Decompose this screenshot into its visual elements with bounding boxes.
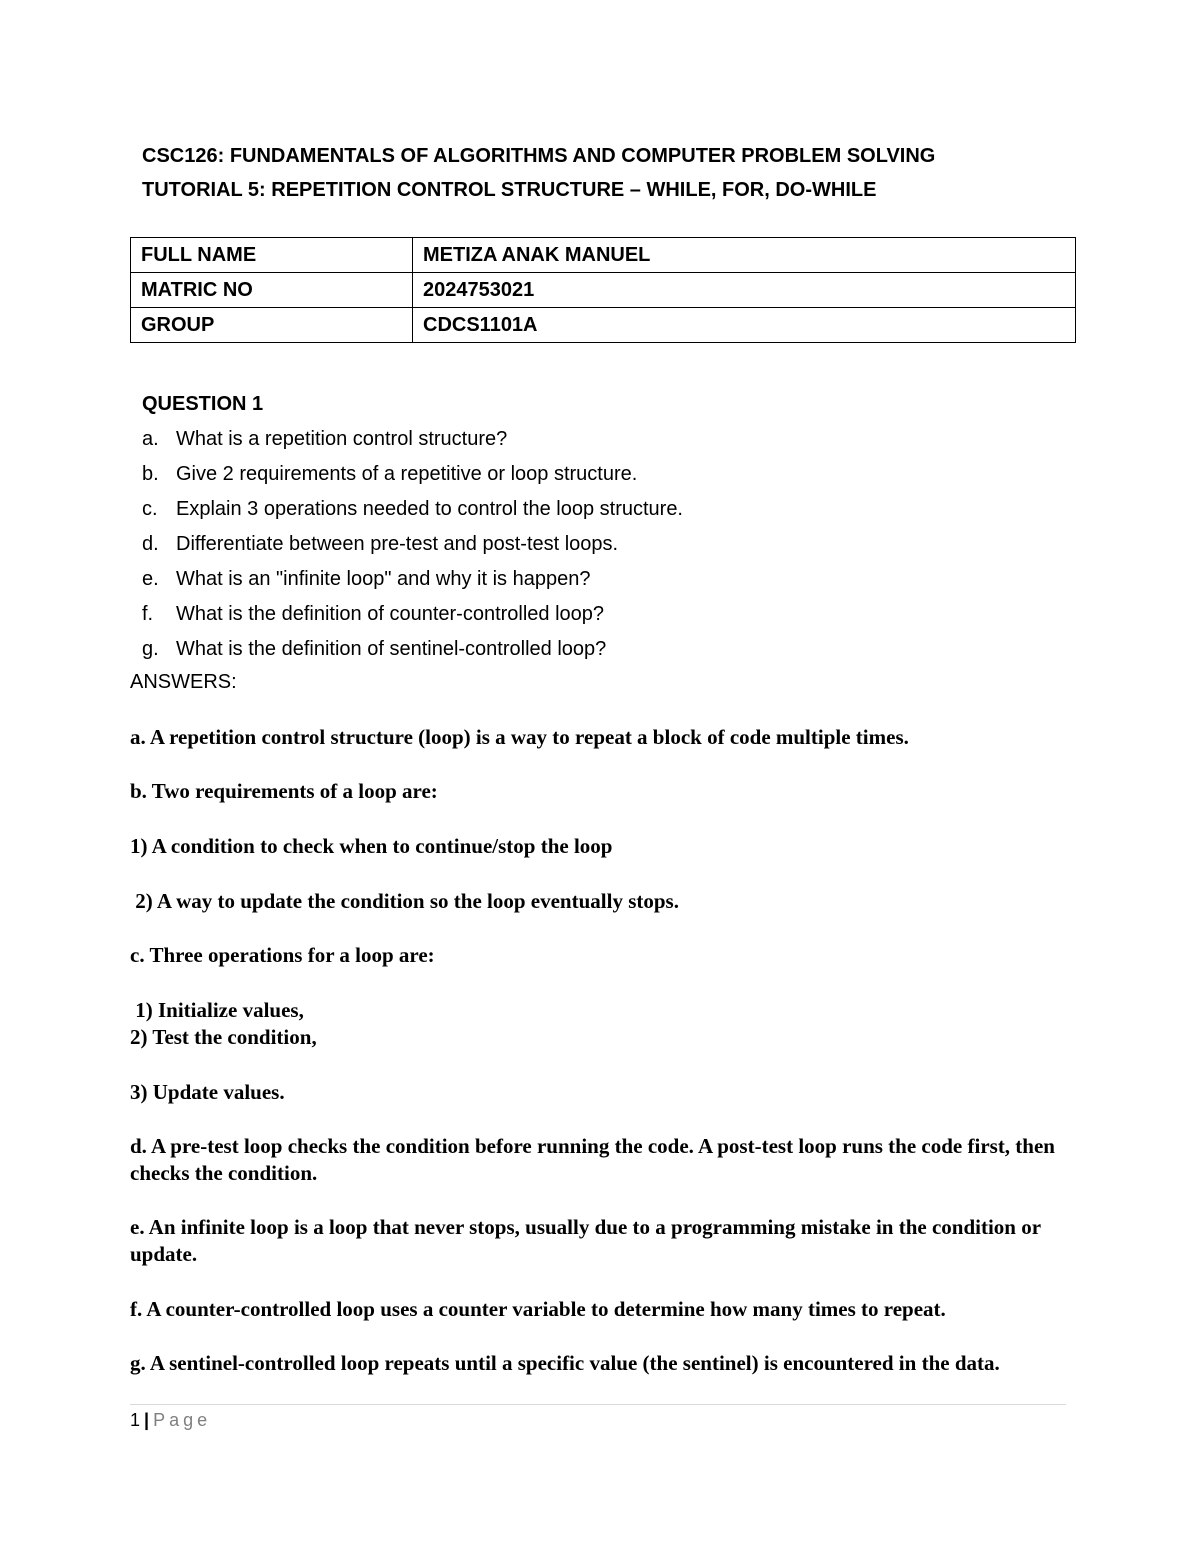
- list-item: [142, 564, 683, 599]
- answer-c-1: 1) Initialize values,: [130, 998, 304, 1022]
- question-heading: QUESTION 1: [142, 393, 264, 415]
- list-item: [142, 459, 683, 494]
- item-marker: g.: [142, 638, 159, 660]
- info-label: FULL NAME: [131, 238, 413, 273]
- info-label: GROUP: [131, 308, 413, 343]
- item-text: Explain 3 operations needed to control the loop structure.: [176, 498, 683, 520]
- tutorial-title: TUTORIAL 5: REPETITION CONTROL STRUCTURE – WHILE, FOR, DO-WHILE: [142, 179, 877, 201]
- item-marker: b.: [142, 463, 159, 485]
- table-row: [131, 273, 1076, 308]
- list-item: [142, 494, 683, 529]
- footer-divider: [130, 1404, 1066, 1405]
- answer-b-2: 2) A way to update the condition so the loop eventually stops.: [130, 889, 679, 913]
- course-title: CSC126: FUNDAMENTALS OF ALGORITHMS AND COMPUTER PROBLEM SOLVING: [142, 145, 936, 167]
- table-row: [131, 308, 1076, 343]
- item-text: What is the definition of counter-controlled loop?: [176, 603, 605, 625]
- list-item: [142, 599, 683, 634]
- info-value: METIZA ANAK MANUEL: [413, 238, 1076, 273]
- answer-a: a. A repetition control structure (loop) is a way to repeat a block of code multiple times.: [130, 725, 909, 749]
- item-text: What is the definition of sentinel-controlled loop?: [176, 638, 607, 660]
- item-text: What is a repetition control structure?: [176, 428, 508, 450]
- page-label: Page: [153, 1410, 212, 1430]
- question-list: [142, 424, 683, 669]
- item-marker: d.: [142, 533, 159, 555]
- answer-e: e. An infinite loop is a loop that never stops, usually due to a programming mistake in the condition or update.: [130, 1215, 1041, 1266]
- answer-b-1: 1) A condition to check when to continue/stop the loop: [130, 834, 613, 858]
- info-label: MATRIC NO: [131, 273, 413, 308]
- answer-b: b. Two requirements of a loop are:: [130, 779, 438, 803]
- page-number: 1: [130, 1410, 141, 1430]
- item-marker: e.: [142, 568, 159, 590]
- table-row: [131, 238, 1076, 273]
- answer-c: c. Three operations for a loop are:: [130, 943, 435, 967]
- answer-c-3: 3) Update values.: [130, 1080, 285, 1104]
- info-value: CDCS1101A: [413, 308, 1076, 343]
- answer-c-2: 2) Test the condition,: [130, 1025, 317, 1049]
- answer-d: d. A pre-test loop checks the condition before running the code. A post-test loop runs the code first, then checks the condition.: [130, 1134, 1055, 1185]
- answers-label: ANSWERS:: [130, 671, 237, 693]
- item-text: Give 2 requirements of a repetitive or loop structure.: [176, 463, 638, 485]
- student-info-table: [130, 237, 1076, 343]
- item-text: Differentiate between pre-test and post-test loops.: [176, 533, 619, 555]
- item-marker: f.: [142, 603, 154, 625]
- answer-f: f. A counter-controlled loop uses a counter variable to determine how many times to repeat.: [130, 1297, 946, 1321]
- list-item: [142, 424, 683, 459]
- list-item: [142, 634, 683, 669]
- item-marker: c.: [142, 498, 158, 520]
- item-text: What is an "infinite loop" and why it is happen?: [176, 568, 591, 590]
- footer-separator: |: [144, 1410, 150, 1430]
- page-footer: [130, 1410, 211, 1431]
- item-marker: a.: [142, 428, 159, 450]
- info-value: 2024753021: [413, 273, 1076, 308]
- answer-g: g. A sentinel-controlled loop repeats until a specific value (the sentinel) is encountered in the data.: [130, 1351, 1000, 1375]
- list-item: [142, 529, 683, 564]
